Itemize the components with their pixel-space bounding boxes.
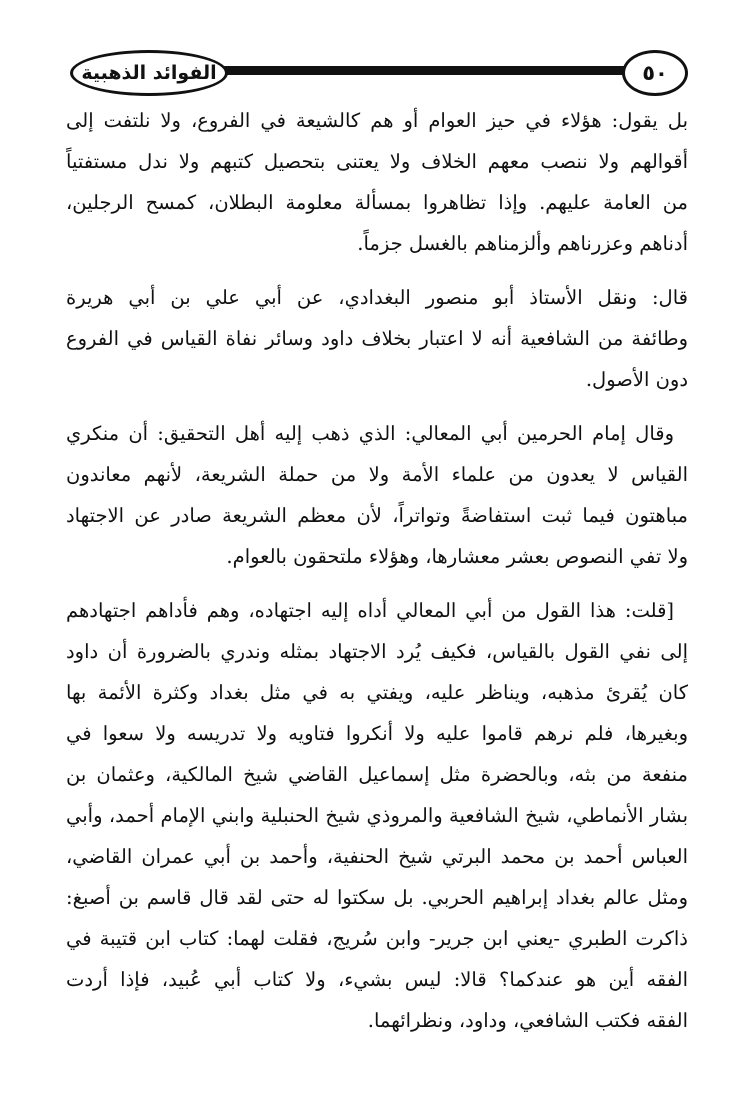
text-line: [قلت: هذا القول من أبي المعالي أداه إليه اجتهاده، وهم فأداهم اجتهادهم (66, 599, 674, 622)
text-line: إلى نفي القول بالقياس، فكيف يُرد الاجتهاد بمثله وندري بالضرورة أن داود (66, 640, 688, 663)
paragraph-4 (66, 590, 688, 1041)
text-line: أدناهم وعزرناهم وألزمناهم بالغسل جزماً. (357, 232, 688, 255)
text-line: دون الأصول. (585, 368, 688, 391)
text-line: الفقه أين هو عندكما؟ قالا: ليس بشيء، ولا كتاب أبي عُبيد، فإذا أردت (66, 968, 688, 991)
text-line: مباهتون فيما ثبت استفاضةً وتواتراً، لأن معظم الشريعة صادر عن الاجتهاد (66, 504, 688, 527)
text-line: الفقه فكتب الشافعي، وداود، ونظرائهما. (367, 1009, 688, 1032)
page-number: ٥٠ (642, 61, 668, 85)
text-line: قال: ونقل الأستاذ أبو منصور البغدادي، عن أبي علي بن أبي هريرة (66, 286, 688, 309)
text-line: وقال إمام الحرمين أبي المعالي: الذي ذهب إليه أهل التحقيق: أن منكري (66, 422, 674, 445)
text-line: ومثل عالم بغداد إبراهيم الحربي. بل سكتوا له حتى لقد قال قاسم بن أصبغ: (66, 886, 688, 909)
text-line: كان يُقرئ مذهبه، ويناظر عليه، ويفتي به في مثل بغداد وكثرة الأئمة بها (66, 681, 688, 704)
paragraph-3 (66, 413, 688, 577)
text-line: القياس لا يعدون من علماء الأمة ولا من حملة الشريعة، لأنهم معاندون (66, 463, 688, 486)
text-line: بشار الأنماطي، شيخ الشافعية والمروذي شيخ الحنبلية وابني الإمام أحمد، وأبي (66, 804, 688, 827)
text-line: وطائفة من الشافعية أنه لا اعتبار بخلاف داود وسائر نفاة القياس في الفروع (66, 327, 688, 350)
text-line: أقوالهم ولا ننصب معهم الخلاف ولا يعتنى بتحصيل كتبهم ولا ندل مستفتياً (66, 150, 688, 173)
book-title-oval (70, 50, 228, 96)
page-number-oval (622, 50, 688, 96)
page-body (66, 100, 688, 1054)
book-title: الفوائد الذهبية (81, 62, 217, 84)
text-line: منفعة من بثه، وبالحضرة مثل إسماعيل القاضي شيخ المالكية، وعثمان بن (66, 763, 688, 786)
text-line: ذاكرت الطبري -يعني ابن جرير- وابن سُريج، فقلت لهما: كتاب ابن قتيبة في (66, 927, 688, 950)
paragraph-2 (66, 277, 688, 400)
text-line: وبغيرها، فلم نرهم قاموا عليه ولا أنكروا فتاويه ولا تدريسه ولا سعوا في (66, 722, 688, 745)
page-header (70, 50, 688, 96)
text-line: بل يقول: هؤلاء في حيز العوام أو هم كالشيعة في الفروع، ولا نلتفت إلى (66, 109, 688, 132)
text-line: ولا تفي النصوص بعشر معشارها، وهؤلاء ملتحقون بالعوام. (226, 545, 688, 568)
text-line: من العامة عليهم. وإذا تظاهروا بمسألة معلومة البطلان، كمسح الرجلين، (66, 191, 688, 214)
paragraph-1 (66, 100, 688, 264)
text-line: العباس أحمد بن محمد البرتي شيخ الحنفية، وأحمد بن أبي عمران القاضي، (66, 845, 688, 868)
header-rule (220, 66, 628, 75)
